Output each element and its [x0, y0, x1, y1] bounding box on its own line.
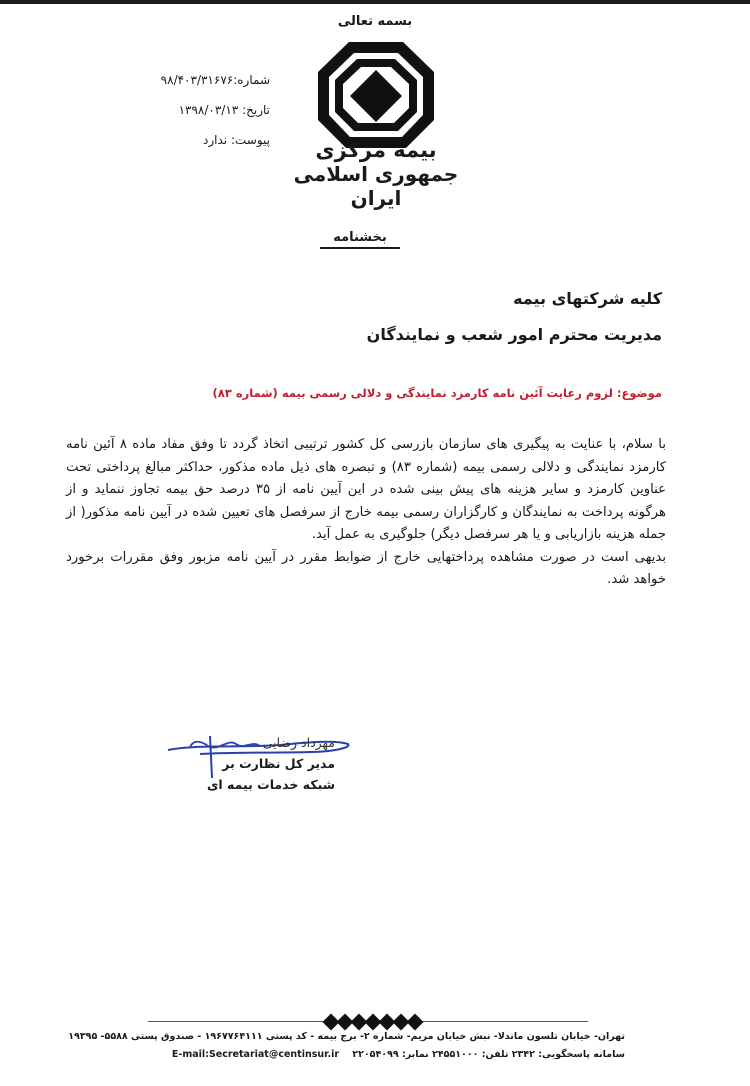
body-paragraph-1: با سلام، با عنایت به پیگیری های سازمان بازرسی کل کشور ترتیبی اتخاذ گردد تا وفق مفاد ماده ۸ آئین نامه کارمزد نمایندگی و دلالی رسمی بیمه (شماره ۸۳) و تبصره های ذیل ماده مذکور، حداکثر مبالغ پرداختی تحت عناوین کارمزد و سایر هزینه های پیش بینی شده در این آیین نامه از ۳۵ درصد حق بیمه تجاوز ننماید و از هرگونه پرداخت به نمایندگان و کارگزاران رسمی بیمه خارج از سرفصل های تعیین شده در آیین نامه مذکور( از جمله هزینه بازاریابی و یا هر سرفصل دیگر) جلوگیری به عمل آید. [66, 437, 667, 542]
bismillah-heading: بسمه تعالی [337, 14, 413, 29]
letter-date-label: تاریخ: [242, 103, 270, 117]
letter-number [161, 73, 270, 87]
signatory-position-line-1: مدیر کل نظارت بر [222, 756, 335, 771]
logo-text-line1: بیمه مرکزی [315, 138, 437, 162]
top-border [0, 0, 750, 4]
letter-attachment-value: ندارد [203, 133, 228, 147]
signatory-position-line-2: شبکه خدمات بیمه ای [206, 777, 335, 792]
footer-address: تهران- خیابان تلسون ماندلا- نبش خیابان مریم- شماره ۲- برج بیمه - کد پستی ۱۹۶۷۷۶۴۱۱۱ - صندوق پستی ۵۵۸۸- ۱۹۳۹۵ [68, 1031, 625, 1042]
letter-date-value: ۱۳۹۸/۰۳/۱۳ [178, 103, 239, 117]
recipient-line-2: مدیریت محترم امور شعب و نمایندگان [366, 325, 662, 344]
logo-text-line2: جمهوری اسلامی ایران [293, 162, 459, 210]
letter-attachment [203, 133, 270, 147]
letter-number-value: ۹۸/۴۰۳/۳۱۶۷۶ [160, 73, 234, 87]
signatory-name: مهرداد رضایی [262, 735, 335, 750]
footer-email[interactable]: E-mail:Secretariat@centinsur.ir [171, 1049, 340, 1060]
letter-date [179, 103, 270, 117]
central-insurance-logo [316, 40, 436, 150]
letter-number-label: شماره: [233, 73, 270, 87]
footer-diamond-ornament [325, 1014, 421, 1030]
body-paragraph-2: بدیهی است در صورت مشاهده پرداختهایی خارج از ضوابط مقرر در آیین نامه مزبور وفق مقررات برخورد خواهد شد. [66, 549, 666, 587]
letter-body [66, 434, 666, 592]
diamond-icon [407, 1014, 424, 1031]
recipient-line-1: کلیه شرکتهای بیمه [513, 289, 662, 308]
footer-contact [172, 1049, 625, 1060]
letter-attachment-label: پیوست: [230, 133, 270, 147]
document-type-title: بخشنامه [320, 230, 400, 249]
footer-phone-info: سامانه پاسخگویی: ۲۳۴۲ تلفن: ۲۴۵۵۱۰۰۰ نمابر: ۲۲۰۵۴۰۹۹ [352, 1049, 625, 1060]
subject-line: موضوع: لزوم رعایت آئین نامه کارمزد نمایندگی و دلالی رسمی بیمه (شماره ۸۳) [212, 386, 662, 400]
